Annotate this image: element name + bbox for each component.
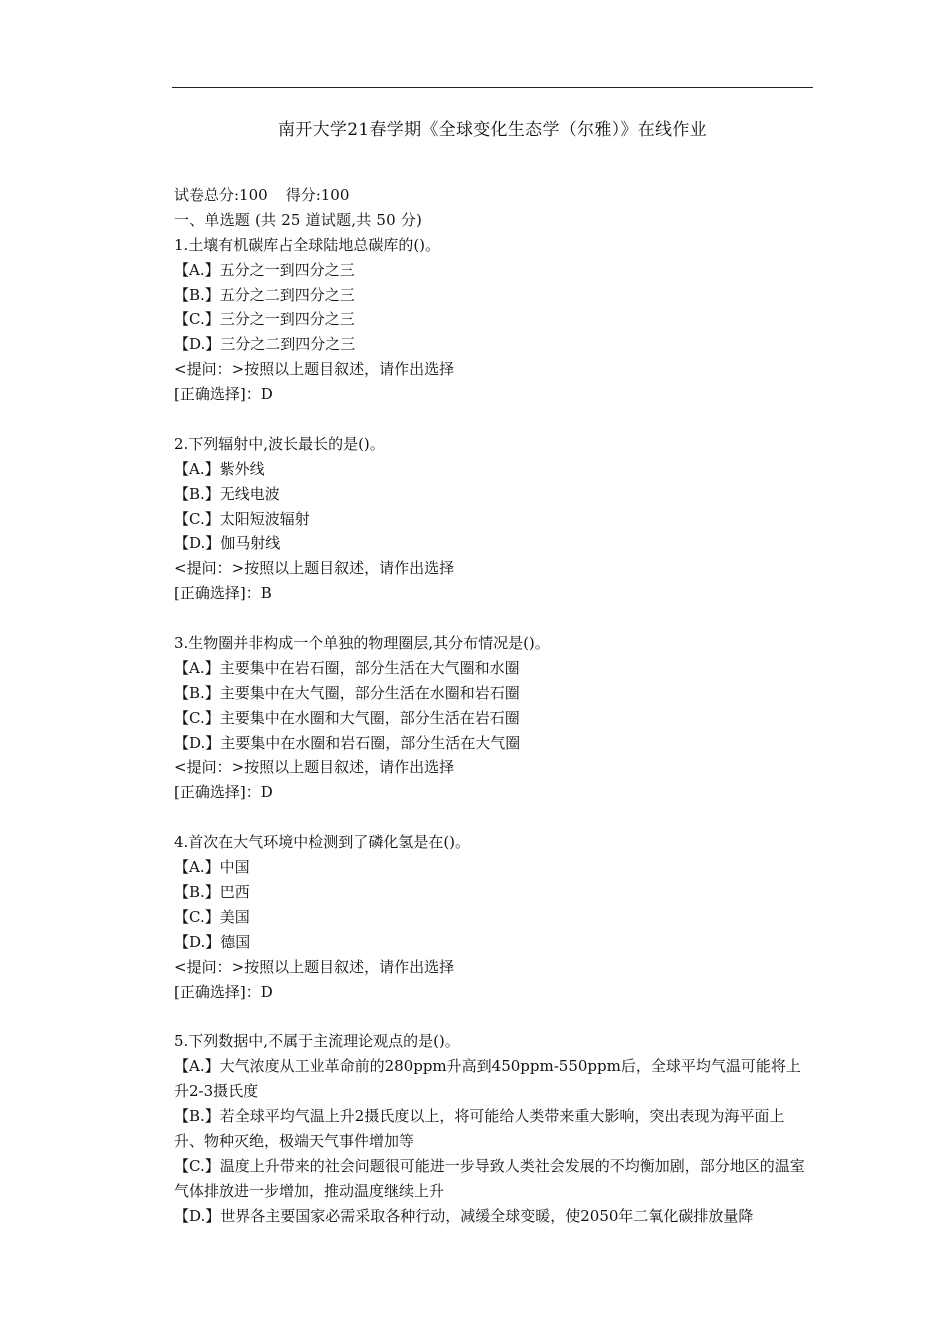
option-a: 【A.】五分之一到四分之三 [174, 260, 355, 279]
option-b: 【B.】无线电波 [174, 484, 280, 503]
document-title: 南开大学21春学期《全球变化生态学（尔雅）》在线作业 [278, 120, 707, 140]
option-d: 【D.】伽马射线 [174, 534, 281, 553]
score-line [174, 183, 814, 208]
header-rule [172, 87, 813, 88]
option-b: 【B.】巴西 [174, 882, 250, 901]
option-d: 【D.】世界各主要国家必需采取各种行动，减缓全球变暖，使2050年二氧化碳排放量降 [174, 1206, 754, 1225]
correct-answer: [正确选择]：D [174, 783, 273, 802]
question-hint: <提问：>按照以上题目叙述，请作出选择 [174, 360, 455, 379]
question-3 [174, 631, 814, 805]
question-stem: 2.下列辐射中,波长最长的是()。 [174, 434, 385, 453]
spacer [174, 407, 814, 432]
option-c: 【C.】三分之一到四分之三 [174, 310, 355, 329]
option-b: 【B.】若全球平均气温上升2摄氏度以上，将可能给人类带来重大影响，突出表现为海平面上升、物种灭绝，极端天气事件增加等 [174, 1106, 785, 1150]
option-c: 【C.】温度上升带来的社会问题很可能进一步导致人类社会发展的不均衡加剧，部分地区的温室气体排放进一步增加，推动温度继续上升 [174, 1156, 805, 1200]
spacer [174, 606, 814, 631]
option-b: 【B.】主要集中在大气圈，部分生活在水圈和岩石圈 [174, 683, 520, 702]
question-hint: <提问：>按照以上题目叙述，请作出选择 [174, 758, 455, 777]
question-stem: 5.下列数据中,不属于主流理论观点的是()。 [174, 1032, 460, 1051]
option-a: 【A.】大气浓度从工业革命前的280ppm升高到450ppm-550ppm后，全球平均气温可能将上升2-3摄氏度 [174, 1057, 801, 1101]
option-c: 【C.】美国 [174, 907, 250, 926]
question-stem: 1.土壤有机碳库占全球陆地总碳库的()。 [174, 235, 441, 254]
question-4 [174, 830, 814, 1004]
spacer [174, 805, 814, 830]
question-hint: <提问：>按照以上题目叙述，请作出选择 [174, 559, 455, 578]
question-stem: 4.首次在大气环境中检测到了磷化氢是在()。 [174, 833, 471, 852]
earned-score: 得分:100 [285, 186, 350, 204]
option-d: 【D.】德国 [174, 932, 251, 951]
option-b: 【B.】五分之二到四分之三 [174, 285, 355, 304]
option-c: 【C.】主要集中在水圈和大气圈，部分生活在岩石圈 [174, 708, 520, 727]
correct-answer: [正确选择]：D [174, 385, 273, 404]
question-hint: <提问：>按照以上题目叙述，请作出选择 [174, 957, 455, 976]
spacer [174, 1004, 814, 1029]
question-2 [174, 432, 814, 606]
option-d: 【D.】三分之二到四分之三 [174, 335, 356, 354]
option-c: 【C.】太阳短波辐射 [174, 509, 310, 528]
option-a: 【A.】紫外线 [174, 459, 265, 478]
total-score: 试卷总分:100 [174, 186, 268, 204]
question-5 [174, 1029, 814, 1228]
option-a: 【A.】中国 [174, 858, 250, 877]
option-a: 【A.】主要集中在岩石圈，部分生活在大气圈和水圈 [174, 658, 520, 677]
question-stem: 3.生物圈并非构成一个单独的物理圈层,其分布情况是()。 [174, 634, 550, 653]
correct-answer: [正确选择]：B [174, 584, 272, 603]
question-1 [174, 233, 814, 407]
option-d: 【D.】主要集中在水圈和岩石圈，部分生活在大气圈 [174, 733, 521, 752]
correct-answer: [正确选择]：D [174, 982, 273, 1001]
document-body [174, 183, 814, 1229]
section-header: 一、单选题 (共 25 道试题,共 50 分) [174, 210, 423, 229]
